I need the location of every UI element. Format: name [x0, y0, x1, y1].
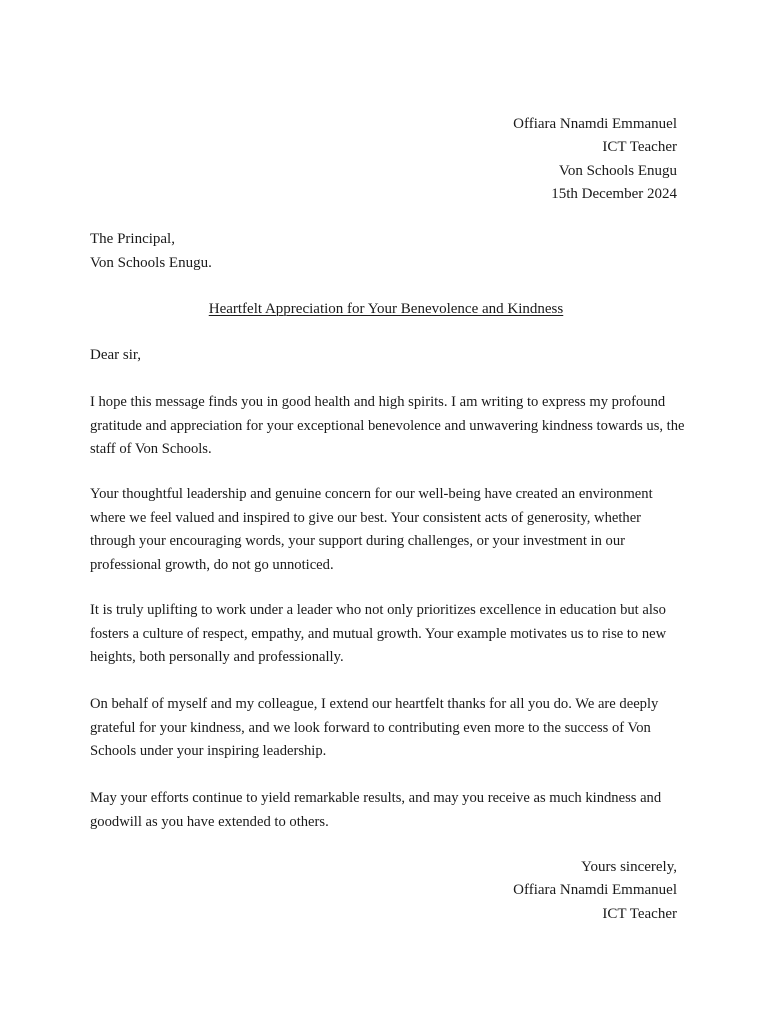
recipient-title: The Principal, [90, 231, 175, 247]
sender-name: Offiara Nnamdi Emmanuel [513, 116, 677, 132]
paragraph-5: May your efforts continue to yield remarkable results, and may you receive as much kindness and goodwill as you have extended to others. [90, 790, 662, 830]
paragraph-2: Your thoughtful leadership and genuine concern for our well-being have created an environment where we feel valued and inspired to give our best. Your consistent acts of generosity, whether through your encouraging words, your support during challenges, or your investment in our professional growth, do not go unnoticed. [90, 486, 653, 573]
recipient-address-block [90, 228, 212, 275]
recipient-school: Von Schools Enugu. [90, 254, 212, 271]
signature-role: ICT Teacher [602, 905, 677, 922]
paragraph-3: It is truly uplifting to work under a leader who not only prioritizes excellence in education but also fosters a culture of respect, empathy, and mutual growth. Your example motivates us to rise to new heights, both personally and professionally. [90, 602, 667, 665]
paragraph-1: I hope this message finds you in good health and high spirits. I am writing to express my profound gratitude and appreciation for your exceptional benevolence and unwavering kindness towards us, the staff of Von Schools. [90, 394, 685, 457]
salutation: Dear sir, [90, 347, 142, 363]
valediction: Yours sincerely, [581, 859, 677, 875]
paragraph-4: On behalf of myself and my colleague, I extend our heartfelt thanks for all you do. We are deeply grateful for your kindness, and we look forward to contributing even more to the success of Von Schools under your inspiring leadership. [90, 696, 659, 759]
closing-block [513, 856, 677, 926]
signature-name: Offiara Nnamdi Emmanuel [513, 882, 677, 899]
subject-text: Heartfelt Appreciation for Your Benevolence and Kindness [208, 301, 564, 317]
sender-role: ICT Teacher [602, 139, 677, 156]
sender-address-block [513, 113, 677, 206]
letter-subject [0, 298, 768, 321]
letter-date: 15th December 2024 [551, 185, 677, 202]
sender-school: Von Schools Enugu [558, 162, 677, 179]
